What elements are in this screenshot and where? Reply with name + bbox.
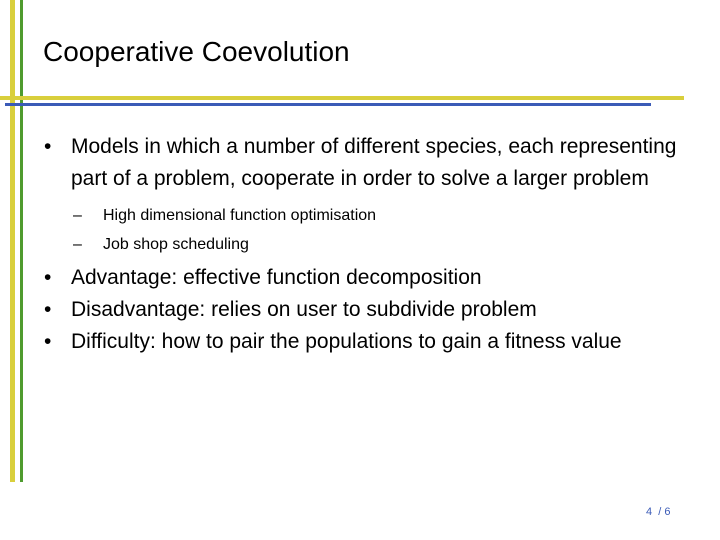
bullet-item: • Disadvantage: relies on user to subdivide problem [43, 294, 683, 326]
page-number [646, 506, 670, 518]
slide-title: Cooperative Coevolution [43, 36, 350, 67]
page-total: / 6 [658, 506, 671, 518]
sub-bullet-list [43, 201, 683, 259]
page-current: 4 [646, 506, 653, 518]
bullet-item: • Models in which a number of different species, each representing part of a problem, cooperate in order to solve a larger problem [43, 131, 683, 195]
bullet-item: • Advantage: effective function decomposition [43, 262, 683, 294]
vertical-yellow-rule [10, 0, 15, 482]
vertical-green-rule [20, 0, 23, 482]
horizontal-yellow-rule [0, 96, 684, 100]
slide-body [43, 131, 683, 358]
horizontal-blue-rule [5, 103, 651, 106]
bullet-list [43, 262, 683, 358]
bullet-item: • Difficulty: how to pair the populations to gain a fitness value [43, 326, 683, 358]
sub-bullet-item: – High dimensional function optimisation [43, 201, 683, 230]
bullet-list [43, 131, 683, 195]
sub-bullet-item: – Job shop scheduling [43, 230, 683, 259]
